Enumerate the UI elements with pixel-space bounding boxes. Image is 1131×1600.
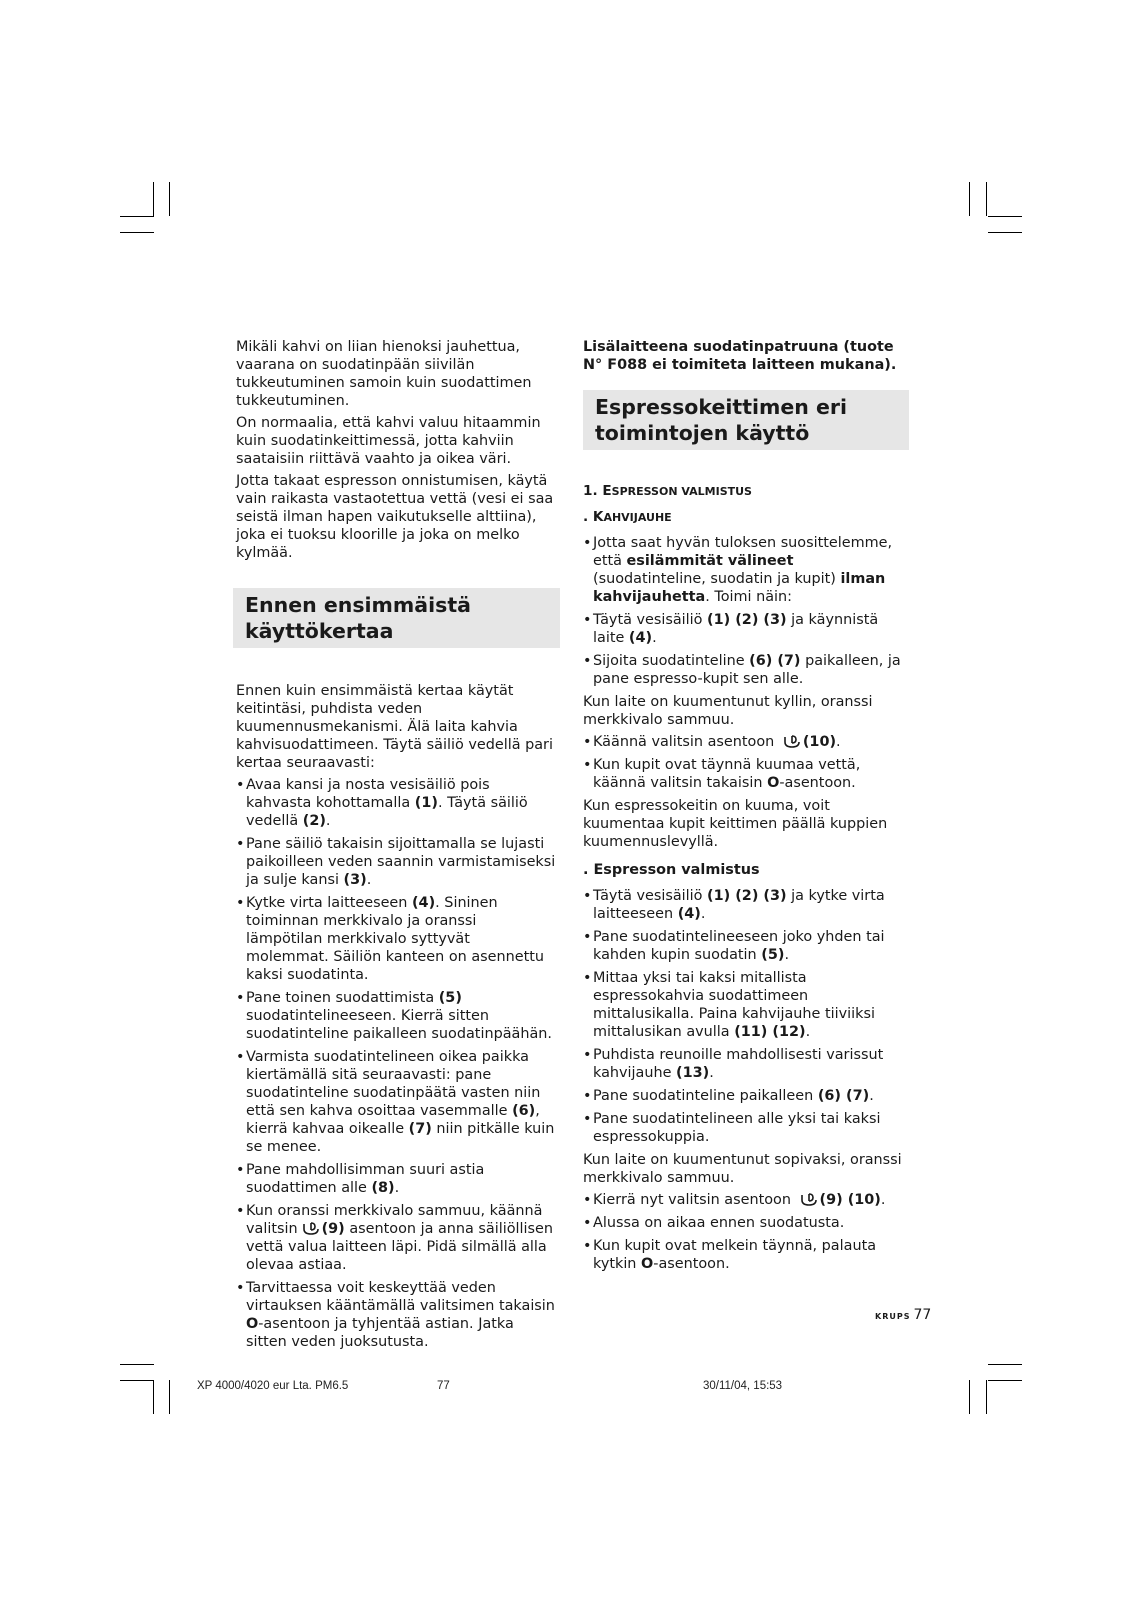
part-ref: (5) (761, 947, 785, 963)
crop-mark (120, 216, 154, 217)
list-item (583, 733, 905, 751)
list-item (583, 611, 905, 647)
instruction-list (583, 733, 905, 792)
part-ref: (4) (628, 630, 653, 646)
subheading-coffee-powder (583, 508, 905, 527)
item-text: (suodatinteline, suodatin ja kupit) (593, 571, 841, 587)
item-text: . (652, 630, 657, 646)
part-ref: (4) (677, 906, 701, 922)
item-text: Pane suodatintelineeseen joko yhden tai kahden kupin suodatin (593, 929, 885, 963)
part-ref: (2) (302, 813, 326, 829)
item-text: . Toimi näin: (705, 589, 792, 605)
part-ref: (1) (2) (3) (707, 612, 787, 628)
part-ref: (1) (414, 795, 438, 811)
steam-dial-icon (302, 1221, 320, 1236)
list-item (236, 835, 556, 889)
subheading-text: SPRESSON VALMISTUS (611, 485, 752, 498)
item-text: Puhdista reunoille mahdollisesti varissut kahvijauhe (593, 1047, 884, 1081)
crop-mark (169, 182, 170, 216)
intro-paragraph: Mikäli kahvi on liian hienoksi jauhettua, vaarana on suodatinpään siivilän tukkeutuminen samoin kuin suodattimen tukkeutuminen. (236, 339, 532, 409)
part-ref: (7) (408, 1121, 432, 1137)
part-ref: (6) (7) (749, 653, 801, 669)
item-text: . Sininen toiminnan merkkivalo ja oranssi lämpötilan merkkivalo syttyvät molemmat. Säiliön kanteen on asennettu kaksi suodatinta. (246, 895, 545, 983)
item-text: . (784, 947, 790, 963)
part-ref: (5) (438, 990, 462, 1006)
item-text: Avaa kansi ja nosta vesisäiliö pois kahvasta kohottamalla (246, 777, 490, 811)
item-text: Täytä vesisäiliö (593, 888, 708, 904)
list-item (236, 894, 556, 984)
item-text: Kun kupit ovat melkein täynnä, palauta kytkin (593, 1238, 877, 1272)
part-ref: O (641, 1256, 654, 1272)
instruction-list (583, 887, 905, 1146)
item-text: Kytke virta laitteeseen (246, 895, 412, 911)
subheading-text: 1. E (583, 483, 612, 499)
part-ref: (6) (512, 1103, 536, 1119)
item-text: . (836, 734, 841, 750)
list-item (583, 534, 905, 606)
subheading-espresso-making: . Espresson valmistus (583, 862, 760, 878)
item-text: asentoon ja anna säiliöllisen vettä valua laitteen läpi. Pidä silmällä alla olevaa astiaa. (246, 1221, 554, 1273)
section-heading-usage (583, 390, 909, 450)
crop-mark (969, 1380, 970, 1414)
section-heading-line: toimintojen käyttö (595, 421, 810, 445)
crop-mark (986, 1380, 987, 1414)
body-paragraph: Kun espressokeitin on kuuma, voit kuumentaa kupit keittimen päällä kuppien kuumennuslevyllä. (583, 798, 888, 850)
item-text: Jotta saat hyvän tuloksen suosittelemme, että (593, 535, 893, 569)
list-item (583, 1046, 905, 1082)
item-text: -asentoon. (653, 1256, 730, 1272)
list-item (236, 1048, 556, 1156)
item-text: . Täytä säiliö vedellä (246, 795, 528, 829)
item-text: . (869, 1088, 874, 1104)
list-item (583, 1087, 905, 1105)
list-item (583, 652, 905, 688)
item-text: . (700, 906, 706, 922)
crop-mark (120, 232, 154, 233)
list-item (583, 1110, 905, 1146)
right-column (583, 338, 905, 1278)
slug-filename: XP 4000/4020 eur Lta. PM6.5 (197, 1380, 349, 1392)
crop-mark (120, 1364, 154, 1365)
body-paragraph: Ennen kuin ensimmäistä kertaa käytät keitintäsi, puhdista veden kuumennusmekanismi. Älä laita kahvia kahvisuodattimeen. Täytä säiliö vedellä pari kertaa seuraavasti: (236, 683, 553, 771)
crop-mark (120, 1380, 154, 1381)
instruction-list (583, 534, 905, 688)
instruction-list (236, 776, 556, 1351)
part-ref: (8) (371, 1180, 395, 1196)
crop-mark (988, 232, 1022, 233)
item-text: Alussa on aikaa ennen suodatusta. (593, 1215, 845, 1231)
item-text: ja käynnistä laite (593, 612, 879, 646)
item-text: . (805, 1024, 811, 1040)
section-heading-line: käyttökertaa (245, 619, 394, 643)
item-text: , kierrä kahvaa oikealle (246, 1103, 540, 1137)
item-text: ja kytke virta laitteeseen (593, 888, 885, 922)
item-text: Kierrä nyt valitsin asentoon (593, 1192, 796, 1208)
part-ref: (3) (343, 872, 367, 888)
crop-mark (969, 182, 970, 216)
item-text: . (325, 813, 331, 829)
item-text: paikalleen, ja pane espresso-kupit sen alle. (593, 653, 901, 687)
subheading-text: AHVIJAUHE (603, 511, 672, 524)
crop-mark (988, 1364, 1022, 1365)
item-text: . (880, 1192, 886, 1208)
list-item (583, 969, 905, 1041)
item-text: niin pitkälle kuin se menee. (246, 1121, 555, 1155)
section-heading-first-use (233, 588, 560, 648)
item-text: . (709, 1065, 714, 1081)
page-footer (875, 1307, 931, 1325)
part-ref: (11) (12) (734, 1024, 806, 1040)
item-text: -asentoon. (779, 775, 856, 791)
part-ref: (9) (321, 1221, 345, 1237)
part-ref: (1) (2) (3) (707, 888, 787, 904)
list-item (236, 776, 556, 830)
emphasis-text: ilman kahvijauhetta (593, 571, 886, 605)
crop-mark (986, 182, 987, 216)
item-text: Pane suodatintelineen alle yksi tai kaksi espressokuppia. (593, 1111, 881, 1145)
item-text: Pane säiliö takaisin sijoittamalla se lujasti paikoilleen veden saannin varmistamiseksi ja sulje kansi (246, 836, 556, 888)
part-ref: (4) (411, 895, 436, 911)
crop-mark (988, 1380, 1022, 1381)
part-ref: (10) (802, 734, 837, 750)
item-text: Pane toinen suodattimista (246, 990, 439, 1006)
subheading-espresso (583, 482, 905, 501)
part-ref: (6) (7) (817, 1088, 870, 1104)
crop-mark (153, 182, 154, 216)
list-item (583, 1191, 905, 1209)
crop-mark (169, 1380, 170, 1414)
item-text: Pane suodatinteline paikalleen (593, 1088, 818, 1104)
steam-dial-icon (783, 734, 801, 749)
item-text: Kun oranssi merkkivalo sammuu, käännä valitsin (246, 1203, 543, 1237)
crop-mark (988, 216, 1022, 217)
body-paragraph: Kun laite on kuumentunut sopivaksi, oranssi merkkivalo sammuu. (583, 1152, 902, 1186)
list-item (236, 989, 556, 1043)
left-column (236, 338, 556, 1356)
item-text: suodatintelineeseen. Kierrä sitten suodatinteline paikalleen suodatinpäähän. (246, 1008, 552, 1042)
item-text: -asentoon ja tyhjentää astian. Jatka sitten veden juoksutusta. (246, 1316, 514, 1350)
page-number: 77 (913, 1307, 932, 1323)
item-text: Kun kupit ovat täynnä kuumaa vettä, käännä valitsin takaisin (593, 757, 861, 791)
list-item (583, 887, 905, 923)
part-ref: O (767, 775, 780, 791)
instruction-list (583, 1191, 905, 1273)
item-text: . (366, 872, 372, 888)
item-text: Varmista suodatintelineen oikea paikka kiertämällä sitä seuraavasti: pane suodatinteline suodatinpäätä vasten niin että sen kahva osoittaa vasemmalle (246, 1049, 541, 1119)
list-item (583, 756, 905, 792)
crop-mark (153, 1380, 154, 1414)
body-paragraph: Kun laite on kuumentunut kyllin, oranssi merkkivalo sammuu. (583, 694, 873, 728)
item-text: Mittaa yksi tai kaksi mitallista espressokahvia suodattimeen mittalusikalla. Paina kahvijauhe tiiviiksi mittalusikan avulla (593, 970, 875, 1040)
list-item (583, 928, 905, 964)
part-ref: (13) (676, 1065, 710, 1081)
accessory-note: Lisälaitteena suodatinpatruuna (tuote N° F088 ei toimiteta laitteen mukana). (583, 339, 897, 373)
part-ref: (9) (10) (819, 1192, 881, 1208)
list-item (583, 1237, 905, 1273)
part-ref: O (246, 1316, 259, 1332)
item-text: Täytä vesisäiliö (593, 612, 708, 628)
item-text: Sijoita suodatinteline (593, 653, 750, 669)
subheading-text: . K (583, 509, 604, 525)
item-text: Pane mahdollisimman suuri astia suodattimen alle (246, 1162, 485, 1196)
item-text: Käännä valitsin asentoon (593, 734, 779, 750)
slug-date: 30/11/04, 15:53 (703, 1380, 783, 1392)
slug-page: 77 (437, 1380, 450, 1392)
intro-paragraph: Jotta takaat espresson onnistumisen, käytä vain raikasta vastaotettua vettä (vesi ei saa seistä ilman hapen vaikutukselle alttiina), joka ei tuoksu kloorille ja joka on melko kylmää. (236, 473, 554, 561)
list-item (583, 1214, 905, 1232)
emphasis-text: esilämmität välineet (626, 553, 794, 569)
list-item (236, 1279, 556, 1351)
steam-dial-icon (800, 1192, 818, 1207)
item-text: Tarvittaessa voit keskeyttää veden virtauksen kääntämällä valitsimen takaisin (246, 1280, 555, 1314)
item-text: . (394, 1180, 400, 1196)
section-heading-line: Espressokeittimen eri (595, 395, 848, 419)
brand-logo: KRUPS (875, 1312, 911, 1321)
list-item (236, 1161, 556, 1197)
section-heading-line: Ennen ensimmäistä (245, 593, 471, 617)
list-item (236, 1202, 556, 1274)
intro-paragraph: On normaalia, että kahvi valuu hitaammin kuin suodatinkeittimessä, jotta kahviin saataisiin riittävä vaahto ja oikea väri. (236, 415, 541, 467)
